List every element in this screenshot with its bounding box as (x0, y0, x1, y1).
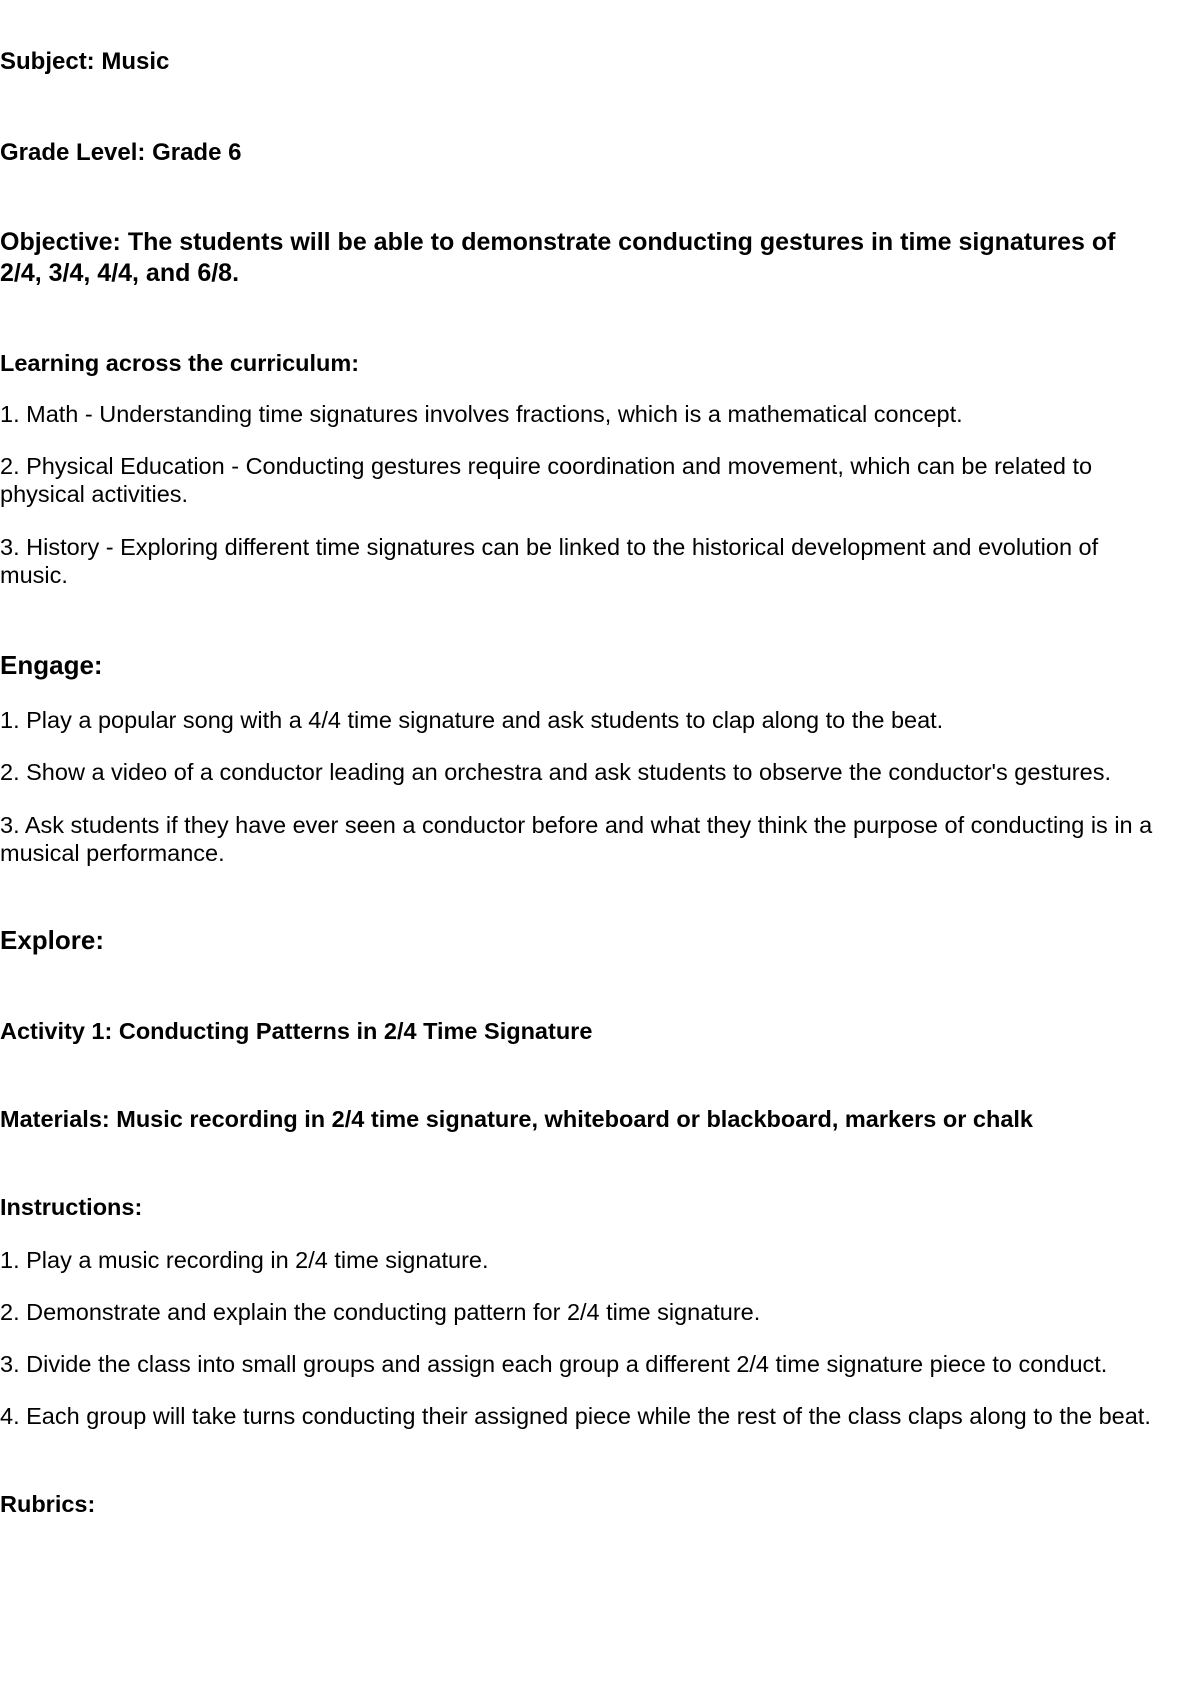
materials-line: Materials: Music recording in 2/4 time signature, whiteboard or blackboard, markers or chalk (0, 1106, 1034, 1132)
engage-item-1: 1. Play a popular song with a 4/4 time signature and ask students to clap along to the beat. (0, 707, 944, 733)
engage-heading: Engage: (0, 650, 103, 680)
curriculum-item-2-line-2: physical activities. (0, 481, 189, 507)
instruction-item-4: 4. Each group will take turns conducting their assigned piece while the rest of the class claps along to the beat. (0, 1403, 1151, 1429)
activity-heading: Activity 1: Conducting Patterns in 2/4 Time Signature (0, 1018, 593, 1044)
engage-item-3-line-1: 3. Ask students if they have ever seen a conductor before and what they think the purpose of conducting is in a (0, 812, 1153, 838)
grade-level-line: Grade Level: Grade 6 (0, 139, 242, 166)
subject-line: Subject: Music (0, 48, 170, 75)
objective-line-2: 2/4, 3/4, 4/4, and 6/8. (0, 259, 240, 287)
objective-line-1: Objective: The students will be able to demonstrate conducting gestures in time signatures of (0, 228, 1116, 256)
curriculum-item-2-line-1: 2. Physical Education - Conducting gestures require coordination and movement, which can be related to (0, 453, 1093, 479)
curriculum-item-3-line-1: 3. History - Exploring different time signatures can be linked to the historical development and evolution of (0, 534, 1099, 560)
instructions-heading: Instructions: (0, 1194, 143, 1220)
rubrics-heading: Rubrics: (0, 1491, 96, 1517)
explore-heading: Explore: (0, 925, 105, 955)
curriculum-item-3-line-2: music. (0, 562, 68, 588)
instruction-item-3: 3. Divide the class into small groups and assign each group a different 2/4 time signature piece to conduct. (0, 1351, 1108, 1377)
engage-item-3-line-2: musical performance. (0, 840, 225, 866)
curriculum-heading: Learning across the curriculum: (0, 350, 360, 376)
engage-item-2: 2. Show a video of a conductor leading an orchestra and ask students to observe the conductor's gestures. (0, 759, 1111, 785)
instruction-item-1: 1. Play a music recording in 2/4 time signature. (0, 1247, 489, 1273)
curriculum-item-1: 1. Math - Understanding time signatures involves fractions, which is a mathematical concept. (0, 401, 963, 427)
instruction-item-2: 2. Demonstrate and explain the conducting pattern for 2/4 time signature. (0, 1299, 761, 1325)
